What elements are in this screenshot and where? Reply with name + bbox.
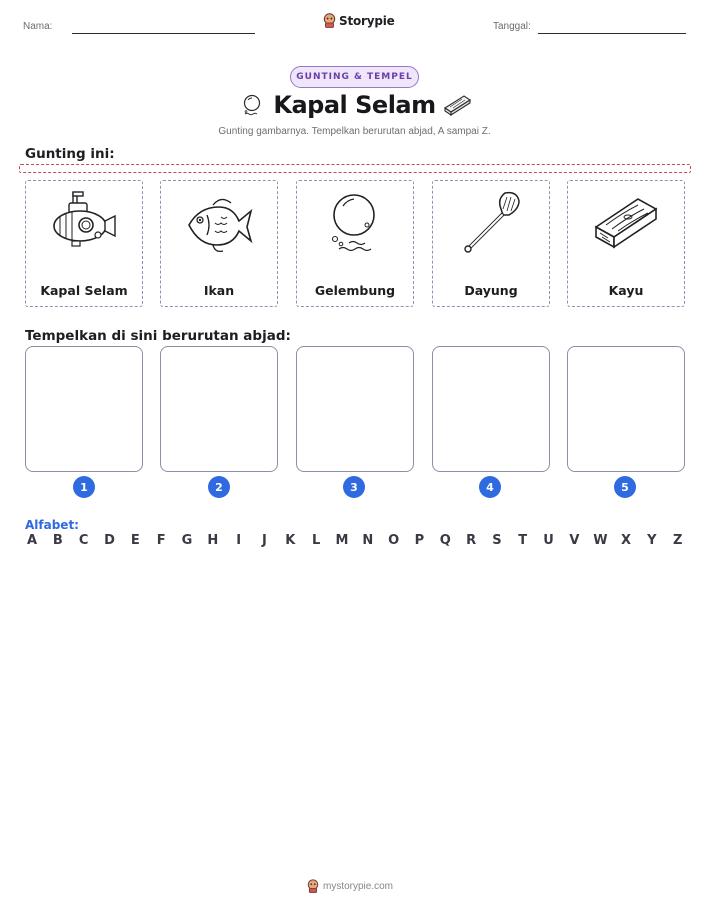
name-line (72, 33, 255, 34)
slot-number-2: 2 (208, 476, 230, 498)
paste-slot-3[interactable] (296, 346, 414, 472)
alphabet-letter: S (492, 533, 502, 548)
alphabet-letter: R (466, 533, 477, 548)
alphabet-letter: M (335, 533, 349, 548)
alphabet-row (25, 533, 685, 548)
date-line (538, 33, 686, 34)
brand-name: Storypie (339, 13, 395, 28)
alphabet-letter: K (285, 533, 296, 548)
card-label: Ikan (203, 283, 235, 298)
slot-number-3: 3 (343, 476, 365, 498)
alphabet-letter: U (543, 533, 554, 548)
instructions: Gunting gambarnya. Tempelkan berurutan abjad, A sampai Z. (218, 126, 491, 137)
paste-heading: Tempelkan di sini berurutan abjad: (25, 328, 291, 344)
card-label: Kayu (608, 283, 644, 298)
cut-card-fish[interactable] (160, 180, 278, 307)
date-label: Tanggal: (493, 21, 531, 32)
alphabet-letter: C (78, 533, 89, 548)
card-label: Dayung (464, 283, 518, 298)
card-label: Kapal Selam (40, 283, 128, 298)
alphabet-letter: B (52, 533, 63, 548)
bubble-icon (321, 189, 389, 255)
alphabet-letter: P (414, 533, 425, 548)
submarine-icon (50, 189, 118, 255)
wood-icon (442, 93, 472, 117)
alphabet-letter: A (26, 533, 38, 548)
alphabet-letter: F (156, 533, 166, 548)
card-label: Gelembung (314, 283, 396, 298)
alphabet-letter: H (207, 533, 219, 548)
alphabet-letter: J (262, 533, 267, 548)
alphabet-letter: E (130, 533, 140, 548)
alphabet-letter: T (518, 533, 528, 548)
footer (307, 879, 393, 893)
alphabet-title: Alfabet: (25, 518, 79, 532)
wood-icon (592, 189, 660, 255)
cut-card-submarine[interactable] (25, 180, 143, 307)
slot-number-1: 1 (73, 476, 95, 498)
alphabet-letter: V (569, 533, 580, 548)
cut-card-wood[interactable] (567, 180, 685, 307)
paste-slot-5[interactable] (567, 346, 685, 472)
brand-logo (323, 13, 395, 28)
page-title: Kapal Selam (273, 91, 436, 119)
slot-number-5: 5 (614, 476, 636, 498)
paste-slot-2[interactable] (160, 346, 278, 472)
alphabet-letter: X (621, 533, 632, 548)
alphabet-letter: I (236, 533, 242, 548)
alphabet-letter: N (362, 533, 374, 548)
name-label: Nama: (23, 21, 53, 32)
footer-url: mystorypie.com (323, 880, 394, 892)
alphabet-letter: L (311, 533, 321, 548)
alphabet-letter: Q (439, 533, 451, 548)
storypie-mascot-icon (323, 13, 336, 28)
activity-badge: GUNTING & TEMPEL (290, 66, 419, 88)
cut-heading: Gunting ini: (25, 146, 115, 162)
alphabet-letter: Y (647, 533, 657, 548)
alphabet-letter: O (388, 533, 400, 548)
fish-icon (185, 189, 253, 255)
alphabet-letter: Z (672, 533, 683, 548)
paste-slot-1[interactable] (25, 346, 143, 472)
storypie-mascot-icon (307, 879, 319, 893)
paddle-icon (457, 189, 525, 255)
alphabet-letter: D (104, 533, 115, 548)
cut-card-paddle[interactable] (432, 180, 550, 307)
slot-number-4: 4 (479, 476, 501, 498)
cut-line (19, 164, 691, 173)
paste-slot-4[interactable] (432, 346, 550, 472)
cut-card-bubble[interactable] (296, 180, 414, 307)
alphabet-letter: G (181, 533, 193, 548)
alphabet-letter: W (593, 533, 608, 548)
